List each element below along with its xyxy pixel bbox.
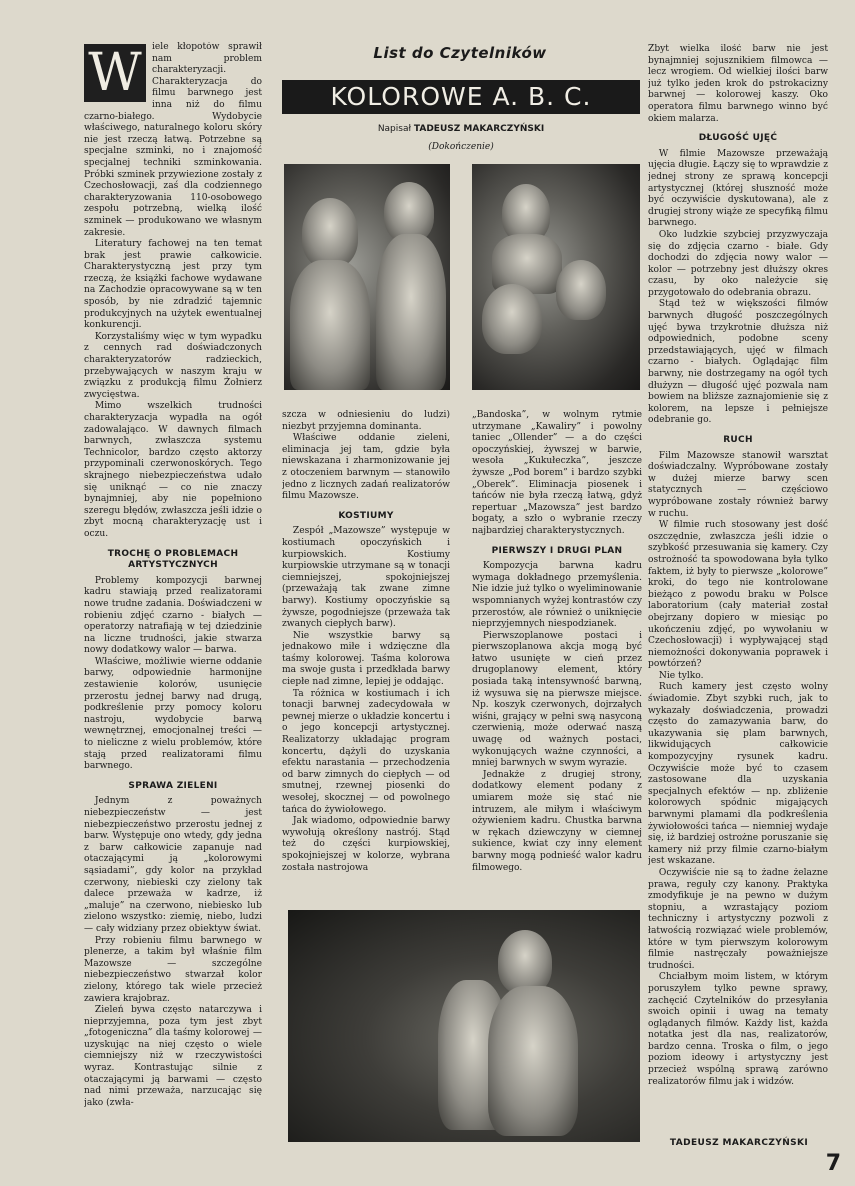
page-number: 7 xyxy=(825,1151,841,1176)
paragraph: Film Mazowsze stanowił warsztat doświadczalny. Wypróbowane zostały w dużej mierze barwy scen statycznych — częściowo wypróbowane zostały również barwy w ruchu. xyxy=(648,450,828,519)
paragraph: Jednym z poważnych niebezpieczeństw — jest niebezpieczeństwo przerostu jednej z barw. Występuje ono wtedy, gdy jedna z barw całkowicie zapanuje nad otaczającymi ją „kolorowymi sąsiadami”, gdy kolor na przykład czerwony, niebieski czy zielony tak dalece przeważa w kadrze, iż „maluje” na czerwono, niebiesko lub zielono wszystko: ziemię, niebo, ludzi — cały widziany przez obiektyw świat. xyxy=(84,796,262,934)
article-title: KOLOROWE A. B. C. xyxy=(282,80,640,114)
paragraph: Ruch kamery jest często wolny świadomie. Zbyt szybki ruch, jak to wykazały doświadczenia, prowadzi często do zamazywania barw, do ukazywania się plam barwnych, likwidujących całkowicie kompozycyjny rysunek kadru. Oczywiście może być to czasem zastosowane dla uzyskania specjalnych efektów — np. zbliżenie kolorowych spódnic migających barwnymi plamami dla podkreślenia żywiołowości tańca — niemniej wydaje się, iż bardziej ostrożne poruszanie się kamery niż przy filmie czarno-białym jest wskazane. xyxy=(648,682,828,867)
paragraph: Stąd też w większości filmów barwnych długość poszczególnych ujęć bywa trzykrotnie dłuższa niż odpowiednich, podobne sceny przedstawiających, ujęć w filmach czarno - białych. Oglądając film barwny, nie dostrzegamy na ogół tych dłużyzn — długość ujęć pozwala nam bowiem na bliższe zaznajomienie się z kolorem, na lepsze i pełniejsze odebranie go. xyxy=(648,299,828,426)
section-heading: DŁUGOŚĆ UJĘĆ xyxy=(698,133,778,144)
photo-dancers xyxy=(288,910,640,1142)
paragraph: Pierwszoplanowe postaci i pierwszoplanowa akcja mogą być łatwo usunięte w cień przez drugoplanowy element, który posiada taką intensywność barwną, iż wysuwa się na pierwsze miejsce. Np. koszyk czerwonych, dojrzałych wiśni, grający w pełni swą nasyconą czerwienią, może oderwać naszą uwagę od ważnych postaci, wykonujących ważne czynności, a mniej barwnych w swym wyrazie. xyxy=(472,630,642,769)
drop-cap: W xyxy=(84,44,146,102)
section-heading: TROCHĘ O PROBLEMACH ARTYSTYCZNYCH xyxy=(107,548,239,571)
paragraph: W filmie Mazowsze przeważają ujęcia długie. Łączy się to wprawdzie z jednej strony ze sprawą koncepcji artystycznej (której słuszność może być oczywiście dyskutowana), ale z drugiej strony wiąże ze specyfiką filmu barwnego. xyxy=(648,148,828,229)
signature: TADEUSZ MAKARCZYŃSKI xyxy=(669,1138,809,1148)
continuation-note: (Dokończenie) xyxy=(428,142,494,152)
paragraph: Oczywiście nie są to żadne żelazne prawa, reguły czy kanony. Praktyka zmodyfikuje je na pewno w dużym stopniu, a wzrastający poziom techniczny i artystyczny pozwoli z łatwością rozwiązać wiele problemów, które w tym pierwszym kolorowym filmie nastręczały poważniejsze trudności. xyxy=(648,867,828,971)
byline-author: TADEUSZ MAKARCZYŃSKI xyxy=(413,124,545,134)
paragraph: Korzystaliśmy więc w tym wypadku z cennych rad doświadczonych charakteryzatorów radzieckich, przebywających w naszym kraju w związku z produkcją filmu Żołnierz zwycięstwa. xyxy=(84,331,262,400)
column-2 xyxy=(282,410,450,900)
paragraph: Jak wiadomo, odpowiednie barwy wywołują określony nastrój. Stąd też do części kurpiowskiej, spokojniejszej w kolorze, wybrana została nastrojowa xyxy=(282,816,450,873)
paragraph: Problemy kompozycji barwnej kadru stawiają przed realizatorami nowe trudne zadania. Doświadczeni w robieniu zdjęć czarno - białych — operatorzy natrafiają w tej dziedzinie na liczne trudności, jakie stwarza nowy dodatkowy walor — barwa. xyxy=(84,575,262,656)
series-title: List do Czytelników xyxy=(373,44,547,62)
paragraph: Nie tylko. xyxy=(658,670,704,681)
paragraph: Właściwe, możliwie wierne oddanie barwy, odpowiednie harmonijne zestawienie kolorów, usunięcie przerostu jednej barwy nad drugą, podkreślenie przy pomocy koloru nastroju, wydobycie barwą wewnętrznej, emocjonalnej treści — to nieliczne z wielu problemów, które stają przed realizatorami filmu barwnego. xyxy=(84,656,262,772)
section-heading: PIERWSZY I DRUGI PLAN xyxy=(491,545,623,556)
paragraph: Zieleń bywa często natarczywa i nieprzyjemna, poza tym jest zbyt „fotogeniczna” dla taśmy kolorowej — uzyskując na niej często o wiele ciemniejszy niż w rzeczywistości wyraz. Kontrastując silnie z otaczającymi ją barwami — często nad nimi przeważa, narzucając się jako (zwła- xyxy=(84,1005,262,1108)
section-heading: KOSTIUMY xyxy=(338,510,394,521)
column-3 xyxy=(472,410,642,900)
paragraph: iele kłopotów sprawił nam problem charakteryzacji. Charakteryzacja do filmu barwnego jest inna niż do filmu czarno-białego. Wydobycie właściwego, naturalnego koloru skóry nie jest rzeczą łatwą. Potrzebne są specjalne szminki, no i znajomość specjalnej techniki szminkowania. Próbki szminek przywiezione zostały z Czechosłowacji, zaś dla codziennego charakteryzowania 110-osobowego zespołu potrzebną, wielką ilość szminek — produkowano we własnym zakresie. xyxy=(84,42,262,238)
byline xyxy=(282,124,640,134)
paragraph: Zespół „Mazowsze” występuje w kostiumach opoczyńskich i kurpiowskich. Kostiumy kurpiowskie utrzymane są w tonacji ciemniejszej, spokojniejszej (przeważają tak zwane zimne barwy). Kostiumy opoczyńskie są żywsze, pogodniejsze (przeważa tak zwanych ciepłych barw). xyxy=(282,526,450,630)
paragraph: W filmie ruch stosowany jest dość oszczędnie, zwłaszcza jeśli idzie o szybkość przesuwania się kamery. Czy ostrożność ta spowodowana była tylko faktem, iż były to pierwsze „kolorowe” kroki, do tego nie kontrolowane bieżąco z powodu braku w Polsce laboratorium (cały materiał został obejrzany dopiero w miesiąc po ukończeniu zdjęć, po wywołaniu w Czechosłowacji) i wypływającej stąd niemożności dokonywania poprawek i powtórzeń? xyxy=(648,520,828,670)
paragraph: Literatury fachowej na ten temat brak jest prawie całkowicie. Charakterystyczną jest przy tym rzeczą, że książki fachowe wydawane na Zachodzie opracowywane są w ten sposób, by nie zdradzić tajemnic produkcyjnych na użytek ewentualnej konkurencji. xyxy=(84,239,262,331)
paragraph: Nie wszystkie barwy są jednakowo miłe i wdzięczne dla taśmy kolorowej. Taśma kolorowa ma swoje gusta i przedkłada barwy ciepłe nad zimne, lepiej je oddając. xyxy=(282,630,450,688)
paragraph: szcza w odniesieniu do ludzi) niezbyt przyjemna dominanta. xyxy=(282,410,450,432)
paragraph: Właściwe oddanie zieleni, eliminacja jej tam, gdzie była niewskazana i zharmonizowanie jej z otoczeniem barwnym — stanowiło jedno z licznych zadań realizatorów filmu Mazowsze. xyxy=(282,433,450,502)
photo-camera-crew xyxy=(472,164,640,390)
paragraph: Przy robieniu filmu barwnego w plenerze, a takim był właśnie film Mazowsze — szczególne niebezpieczeństwo stwarzał kolor zielony, którego tak wiele przecież zawiera krajobraz. xyxy=(84,935,262,1004)
photo-makeup-scene xyxy=(284,164,450,390)
byline-prefix: Napisał xyxy=(377,124,412,134)
paragraph: Ta różnica w kostiumach i ich tonacji barwnej zadecydowała w pewnej mierze o układzie koncertu i o jego koncepcji artystycznej. Realizatorzy układając program koncertu, dążyli do uzyskania efektu narastania — przechodzenia od barw zimnych do ciepłych — od smutnej, rzewnej piosenki do wesołej, skocznej — od powolnego tańca do żywiołowego. xyxy=(282,688,450,815)
paragraph: Kompozycja barwna kadru wymaga dokładnego przemyślenia. Nie idzie już tylko o wyeliminowanie wspomnianych wyżej kontrastów czy przerostów, ale również o uniknięcie nieprzyjemnych niespodzianek. xyxy=(472,561,642,630)
column-1 xyxy=(84,42,262,1162)
column-4 xyxy=(648,44,828,1159)
paragraph: Chciałbym moim listem, w którym poruszyłem tylko pewne sprawy, zachęcić Czytelników do przesyłania swoich opinii i uwag na tematy oglądanych filmów. Każdy list, każda notatka jest dla nas, realizatorów, bardzo cenna. Troska o film, o jego poziom ideowy i artystyczny jest przecież wspólną sprawą zarówno realizatorów filmu jak i widzów. xyxy=(648,972,828,1087)
paragraph: Mimo wszelkich trudności charakteryzacja wypadła na ogół zadowalająco. W dawnych filmach barwnych, zwłaszcza systemu Technicolor, bardzo często aktorzy przypominali czerwonoskórych. Tego skrajnego niebezpieczeństwa udało się uniknąć — co nie znaczy bynajmniej, aby nie popełniono szeregu błędów, zwłaszcza jeśli idzie o zbyt mocną charakteryzację ust i oczu. xyxy=(84,401,262,539)
paragraph: Zbyt wielka ilość barw nie jest bynajmniej sojusznikiem filmowca — lecz wrogiem. Od wielkiej ilości barw już tylko jeden krok do pstrokacizny barwnej — kolorowej kaszy. Oko operatora filmu barwnego winno być okiem malarza. xyxy=(648,44,828,124)
section-heading: SPRAWA ZIELENI xyxy=(128,780,218,791)
paragraph: „Bandoska”, w wolnym rytmie utrzymane „Kawaliry” i powolny taniec „Ollender” — a do części opoczyńskiej, żywszej w barwie, wesoła „Kukułeczka”, jeszcze żywsze „Pod borem” i bardzo szybki „Oberek”. Eliminacja piosenek i tańców nie była rzeczą łatwą, gdyż repertuar „Mazowsza” jest bardzo bogaty, a szło o wybranie rzeczy najbardziej charakterystycznych. xyxy=(472,410,642,536)
section-heading: RUCH xyxy=(723,435,753,445)
paragraph: Jednakże z drugiej strony, dodatkowy element podany z umiarem może się stać nie intruzem, ale miłym i właściwym ożywieniem kadru. Chustka barwna w rękach dziewczyny w ciemnej sukience, kwiat czy inny element barwny mogą podnieść walor kadru filmowego. xyxy=(472,769,642,873)
paragraph: Oko ludzkie szybciej przyzwyczaja się do zdjęcia czarno - białe. Gdy dochodzi do zdjęcia nowy walor — kolor — potrzebny jest dłuższy okres czasu, by oko należycie się przygotowało do odebrania obrazu. xyxy=(648,229,828,298)
